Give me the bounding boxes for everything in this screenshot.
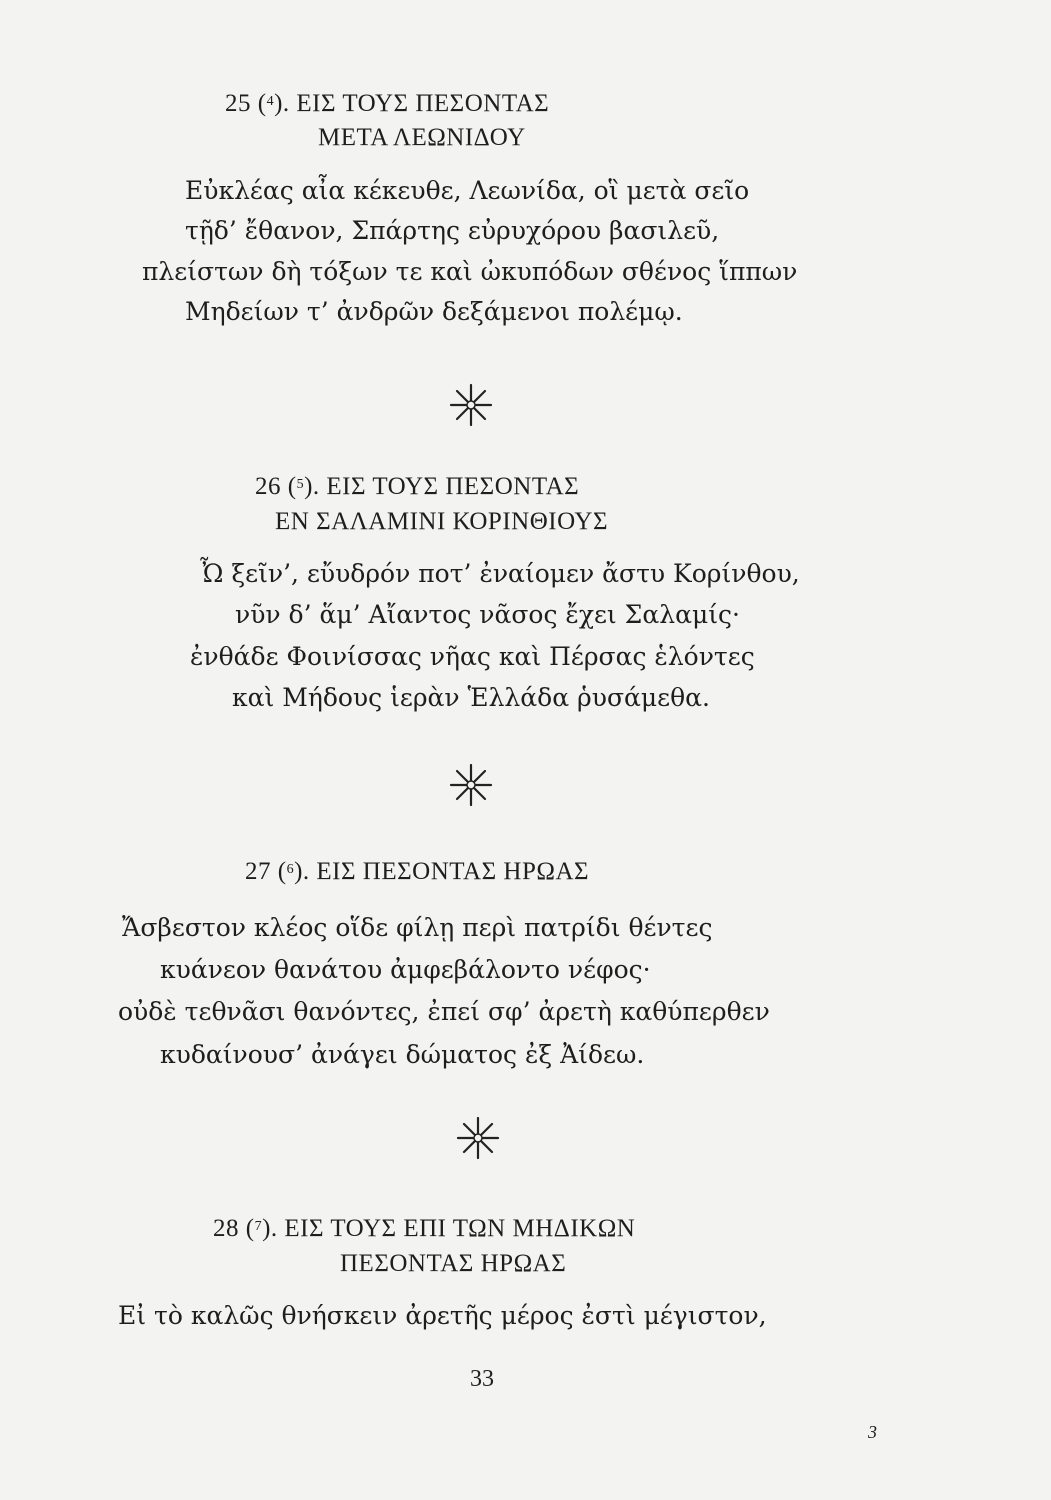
poem-ref: 7 bbox=[254, 1219, 263, 1234]
verse-line: Μηδείων τ’ ἀνδρῶν δεξάμενοι πολέμῳ. bbox=[185, 297, 683, 326]
verse-line: ἐνθάδε Φοινίσσας νῆας καὶ Πέρσας ἑλόντες bbox=[190, 642, 755, 671]
poem-26-subtitle: ΕΝ ΣΑΛΑΜΙΝΙ ΚΟΡΙΝΘΙΟΥΣ bbox=[275, 508, 609, 535]
verse-line: Εὐκλέας αἶα κέκευθε, Λεωνίδα, οἳ μετὰ σεῖο bbox=[185, 176, 750, 205]
poem-ref: 6 bbox=[286, 862, 295, 877]
verse-line: καὶ Μήδους ἱερὰν Ἑλλάδα ῥυσάμεθα. bbox=[232, 683, 710, 712]
page-number: 33 bbox=[470, 1366, 494, 1392]
poem-number: 25 bbox=[225, 90, 251, 117]
poem-28-heading: 28 ($^7$). ΕΙΣ ΤΟΥΣ ΕΠΙ ΤΩΝ ΜΗΔΙΚΩΝ bbox=[213, 1215, 636, 1242]
asterisk-ornament-icon bbox=[448, 382, 494, 428]
poem-title: ΕΙΣ ΠΕΣΟΝΤΑΣ ΗΡΩΑΣ bbox=[316, 858, 590, 885]
poem-title: ΕΙΣ ΤΟΥΣ ΠΕΣΟΝΤΑΣ bbox=[296, 90, 550, 117]
signature-mark: 3 bbox=[868, 1422, 877, 1442]
asterisk-ornament-icon bbox=[448, 762, 494, 808]
poem-28-subtitle: ΠΕΣΟΝΤΑΣ ΗΡΩΑΣ bbox=[340, 1250, 567, 1277]
poem-26-heading: 26 ($^5$). ΕΙΣ ΤΟΥΣ ΠΕΣΟΝΤΑΣ bbox=[255, 473, 580, 500]
verse-line: Ἄσβεστον κλέος οἵδε φίλῃ περὶ πατρίδι θέντες bbox=[122, 913, 713, 942]
poem-27-heading: 27 ($^6$). ΕΙΣ ΠΕΣΟΝΤΑΣ ΗΡΩΑΣ bbox=[245, 858, 590, 885]
poem-ref: 5 bbox=[296, 477, 305, 492]
asterisk-ornament-icon bbox=[455, 1115, 501, 1161]
poem-number: 28 bbox=[213, 1215, 239, 1242]
poem-title: ΕΙΣ ΤΟΥΣ ΕΠΙ ΤΩΝ ΜΗΔΙΚΩΝ bbox=[284, 1215, 636, 1242]
verse-line: Ὦ ξεῖν’, εὔυδρόν ποτ’ ἐναίομεν ἄστυ Κορίνθου, bbox=[200, 559, 800, 588]
poem-title: ΕΙΣ ΤΟΥΣ ΠΕΣΟΝΤΑΣ bbox=[326, 473, 580, 500]
poem-number: 27 bbox=[245, 858, 271, 885]
poem-number: 26 bbox=[255, 473, 281, 500]
verse-line: κυδαίνουσ’ ἀνάγει δώματος ἐξ Ἀίδεω. bbox=[160, 1040, 645, 1069]
poem-25-heading: 25 ($^4$). ΕΙΣ ΤΟΥΣ ΠΕΣΟΝΤΑΣ bbox=[225, 90, 550, 117]
poem-ref: 4 bbox=[266, 94, 275, 109]
verse-line: νῦν δ’ ἅμ’ Αἴαντος νᾶσος ἔχει Σαλαμίς· bbox=[235, 600, 740, 629]
verse-line: κυάνεον θανάτου ἀμφεβάλοντο νέφος· bbox=[160, 955, 651, 984]
verse-line: οὐδὲ τεθνᾶσι θανόντες, ἐπεί σφ’ ἀρετὴ καθύπερθεν bbox=[118, 997, 770, 1026]
verse-line: πλείστων δὴ τόξων τε καὶ ὠκυπόδων σθένος ἵππων bbox=[142, 257, 798, 286]
verse-line: τῇδ’ ἔθανον, Σπάρτης εὐρυχόρου βασιλεῦ, bbox=[185, 216, 720, 245]
verse-line: Εἰ τὸ καλῶς θνήσκειν ἀρετῆς μέρος ἐστὶ μέγιστον, bbox=[118, 1301, 767, 1330]
poem-25-subtitle: ΜΕΤΑ ΛΕΩΝΙΔΟΥ bbox=[318, 124, 526, 151]
